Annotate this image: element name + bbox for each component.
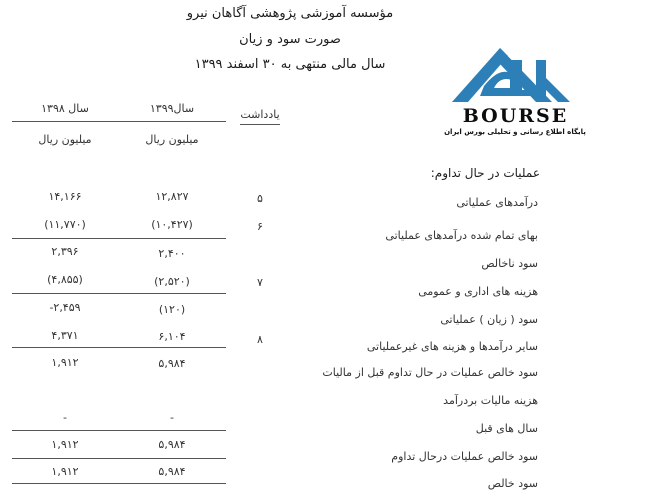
statement-title: صورت سود و زیان (239, 32, 341, 47)
row-value-1399: - (170, 411, 174, 424)
row-value-1399: ۱۲,۸۲۷ (155, 190, 189, 203)
row-value-1398: ۱۴,۱۶۶ (48, 190, 82, 203)
row-value-1398: - (63, 411, 67, 424)
row-value-1398: ۱,۹۱۲ (51, 465, 79, 478)
subtotal-rule (118, 458, 226, 459)
row-label: هزینه مالیات بردرآمد (443, 394, 538, 407)
col-1398-unit: میلیون ریال (38, 133, 92, 146)
row-label: سود خالص عملیات در حال تداوم قبل از مالیات (322, 366, 538, 379)
row-value-1398: -۲,۴۵۹ (49, 301, 81, 314)
subtotal-rule (118, 293, 226, 294)
row-value-1399: ۵,۹۸۴ (158, 438, 186, 451)
row-value-1399: ۶,۱۰۴ (158, 330, 186, 343)
row-value-1399: (۱۲۰) (158, 303, 186, 316)
row-note: ۵ (257, 192, 263, 205)
logo-tagline: پایگاه اطلاع رسانی و تحلیلی بورس ایران (444, 128, 586, 136)
row-value-1398: ۱,۹۱۲ (51, 356, 79, 369)
subtotal-rule (12, 430, 120, 431)
row-value-1399: (۲,۵۲۰) (154, 275, 190, 288)
row-value-1399: ۲,۴۰۰ (158, 247, 186, 260)
row-label: هزینه های اداری و عمومی (418, 285, 538, 298)
row-value-1398: ۱,۹۱۲ (51, 438, 79, 451)
1399-header-rule (118, 121, 226, 122)
row-label: سود ناخالص (481, 257, 538, 270)
col-note-header: یادداشت (240, 108, 280, 121)
period-title: سال مالی منتهی به ۳۰ اسفند ۱۳۹۹ (194, 57, 386, 72)
total-rule (12, 483, 120, 484)
section-title: عملیات در حال تداوم: (430, 166, 540, 180)
row-label: سود خالص عملیات درحال تداوم (391, 450, 538, 463)
row-note: ۶ (257, 220, 263, 233)
1398-header-rule (12, 121, 120, 122)
subtotal-rule (118, 238, 226, 239)
row-label: سود ( زیان ) عملیاتی (440, 313, 538, 326)
subtotal-rule (118, 347, 226, 348)
org-title: مؤسسه آموزشی پژوهشی آگاهان نیرو (186, 6, 394, 21)
row-note: ۸ (257, 333, 263, 346)
bourse-logo (440, 30, 590, 155)
row-value-1399: (۱۰,۴۲۷) (151, 218, 193, 231)
row-label: درآمدهای عملیاتی (456, 196, 538, 209)
bourse-logo-icon (440, 30, 590, 155)
row-label: سود خالص (487, 477, 538, 490)
subtotal-rule (12, 293, 120, 294)
row-label: سال های قبل (475, 422, 538, 435)
row-value-1399: ۵,۹۸۴ (158, 357, 186, 370)
col-1398-header: سال ۱۳۹۸ (41, 102, 89, 115)
note-header-rule (240, 124, 280, 125)
row-value-1398: ۲,۳۹۶ (51, 245, 79, 258)
row-value-1399: ۵,۹۸۴ (158, 465, 186, 478)
total-rule (118, 483, 226, 484)
subtotal-rule (12, 238, 120, 239)
row-note: ۷ (257, 276, 263, 289)
row-value-1398: (۱۱,۷۷۰) (44, 218, 86, 231)
row-value-1398: ۴,۳۷۱ (51, 329, 79, 342)
row-value-1398: (۴,۸۵۵) (47, 273, 83, 286)
logo-wordmark: BOURSE (462, 105, 569, 127)
row-label: بهای تمام شده درآمدهای عملیاتی (385, 229, 538, 242)
subtotal-rule (12, 458, 120, 459)
col-1399-unit: میلیون ریال (145, 133, 199, 146)
col-1399-header: سال۱۳۹۹ (149, 102, 195, 115)
subtotal-rule (12, 347, 120, 348)
row-label: سایر درآمدها و هزینه های غیرعملیاتی (366, 340, 538, 353)
subtotal-rule (118, 430, 226, 431)
